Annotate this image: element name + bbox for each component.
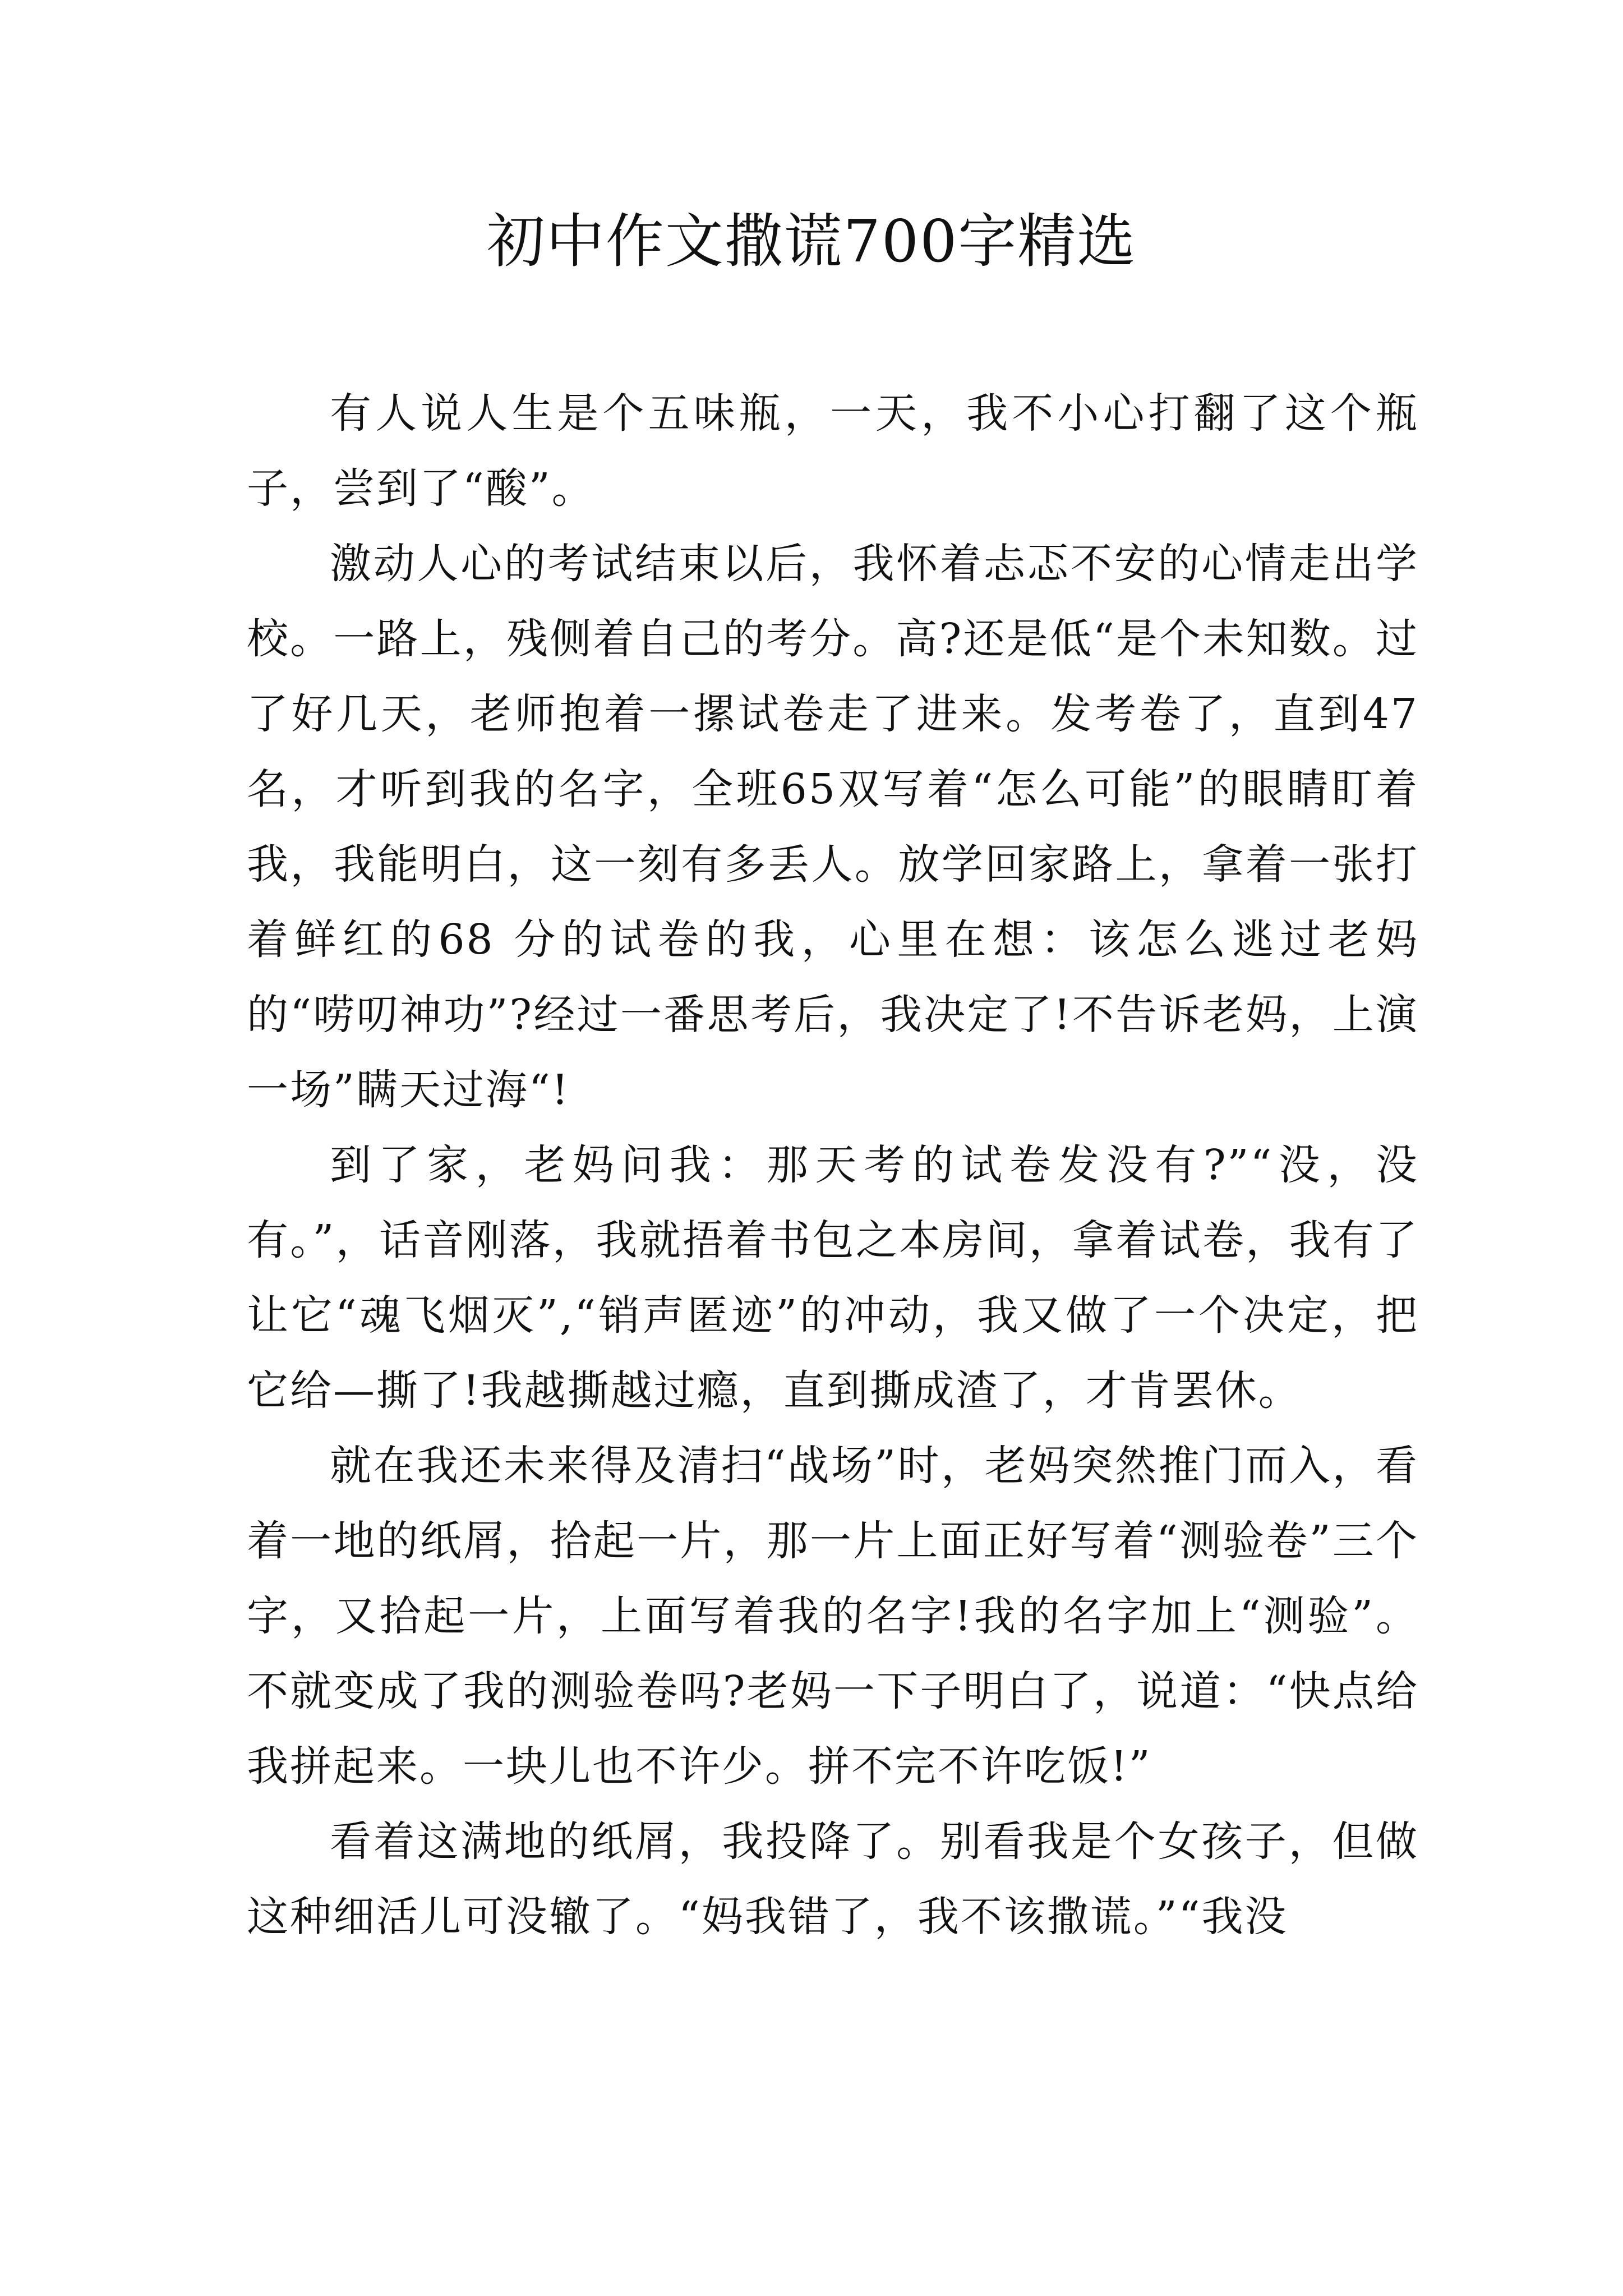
document-body [247,376,1419,1954]
document-title: 初中作文撒谎700字精选 [486,207,1137,275]
paragraph-4: 就在我还未来得及清扫“战场”时，老妈突然推门而入，看着一地的纸屑，拾起一片，那一片上面正好写着“测验卷”三个字，又拾起一片，上面写着我的名字!我的名字加上“测验”。不就变成了我的测验卷吗?老妈一下子明白了，说道：“快点给我拼起来。一块儿也不许少。拼不完不许吃饭!” [247,1442,1419,1791]
paragraph-5: 看着这满地的纸屑，我投降了。别看我是个女孩子，但做这种细活儿可没辙了。“妈我错了，我不该撒谎。”“我没 [247,1818,1419,1941]
paragraph-1: 有人说人生是个五味瓶，一天，我不小心打翻了这个瓶子，尝到了“酸”。 [247,389,1419,513]
paragraph-2: 激动人心的考试结束以后，我怀着忐忑不安的心情走出学校。一路上，残侧着自己的考分。高?还是低“是个未知数。过了好几天，老师抱着一摞试卷走了进来。发考卷了，直到47名，才听到我的名字，全班65双写着“怎么可能”的眼睛盯着我，我能明白，这一刻有多丢人。放学回家路上，拿着一张打着鲜红的68 分的试卷的我，心里在想：该怎么逃过老妈的“唠叨神功”?经过一番思考后，我决定了!不告诉老妈，上演一场”瞒天过海“! [247,540,1419,1114]
paragraph-3: 到了家，老妈问我：那天考的试卷发没有?”“没，没有。”，话音刚落，我就捂着书包之本房间，拿着试卷，我有了让它“魂飞烟灭”,“销声匿迹”的冲动，我又做了一个决定，把它给—撕了!我越撕越过瘾，直到撕成渣了，才肯罢休。 [247,1141,1419,1415]
